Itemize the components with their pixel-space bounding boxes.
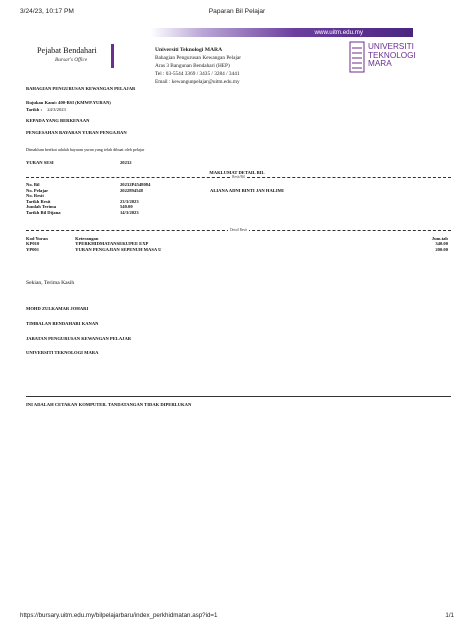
address-block	[155, 46, 241, 86]
uitm-crest-icon	[348, 40, 366, 74]
item-amount: 340.00	[435, 241, 448, 246]
address-line-3: Aras 3 Bangunan Bendahari (HEP)	[155, 63, 230, 69]
bursar-logo	[27, 44, 114, 68]
field-label: No. Pelajar	[26, 187, 49, 193]
bill-fields	[26, 182, 150, 216]
table-row	[26, 241, 148, 246]
reference: Rujukan Kami: 400-BSI (KMWP.YURAN)	[26, 100, 111, 105]
address-line-2: Bahagian Pengurusan Kewangan Pelajar	[155, 55, 242, 61]
field-value: 14/3/2023	[120, 209, 139, 215]
date-label: Tarikh :	[26, 107, 43, 112]
footer-divider	[26, 396, 451, 397]
signer-name: MOHD ZULKAMAR JOHARI	[26, 306, 89, 311]
bursar-logo-title: Pejabat Bendahari	[37, 46, 97, 55]
field-row	[26, 210, 150, 216]
uitm-logo-line-2: TEKNOLOGI	[368, 50, 416, 60]
uitm-logo-text	[368, 43, 416, 69]
signer-title: TIMBALAN BENDAHARI KANAN	[26, 321, 99, 326]
section-title: MAKLUMAT DETAIL BIL	[209, 170, 265, 175]
field-value: 540.00	[120, 204, 133, 210]
detail-label: Detail Resit	[229, 228, 248, 232]
print-url: https://bursary.uitm.edu.my/bilpelajarbaru/index_perkhidmatan.asp?id=1	[20, 612, 218, 619]
field-value: 23/3/2023	[120, 198, 139, 204]
field-label: No. Bil	[26, 182, 40, 187]
address-line-4: Tel : 03-5544 3369 / 3435 / 3284 / 3441	[155, 71, 240, 77]
session-value: 20232	[120, 160, 132, 165]
field-label: No. Resit	[26, 193, 44, 199]
address-line-1: Universiti Teknologi MARA	[155, 47, 223, 53]
print-footer	[0, 612, 474, 624]
student-name: ALIANA ADNI BINTI JAN HALIMI	[210, 188, 284, 193]
field-label: Jumlah Terima	[26, 204, 56, 210]
date-line	[26, 107, 66, 112]
item-code: YP001	[26, 247, 40, 252]
print-title: Paparan Bil Pelajar	[208, 8, 266, 15]
print-datetime: 3/24/23, 10:17 PM	[20, 8, 74, 15]
signer-department: JABATAN PENGURUSAN KEWANGAN PELAJAR	[26, 336, 132, 341]
uitm-logo-line-1: UNIVERSITI	[368, 42, 414, 51]
header-code: Kod Yuran	[26, 236, 48, 241]
header-amount: Jum.tab	[431, 236, 448, 241]
addressee: KEPADA YANG BERKENAAN	[26, 118, 90, 123]
header-desc: Keterangan	[75, 236, 99, 241]
intro-text: Dimaklum berikut adalah bayaran yuran yang telah dibuat oleh pelajar	[26, 147, 145, 152]
address-line-5: Email : kewangunpelajar@uitm.edu.my	[155, 79, 240, 85]
field-label: Tarikh Bil Dijana	[26, 209, 61, 215]
uitm-logo-line-3: MARA	[368, 59, 392, 68]
field-value: 20232P4548084	[120, 182, 151, 187]
item-desc: YPERKHIDMATANSEKUPEE EXP	[75, 241, 149, 246]
field-value: 2022894548	[120, 187, 143, 193]
banner-url: www.uitm.edu.my	[314, 29, 363, 36]
print-header	[0, 8, 474, 20]
bursar-logo-subtitle: Bursar's Office	[55, 57, 88, 63]
item-amount: 200.00	[435, 247, 448, 252]
url-banner	[150, 28, 413, 37]
print-page-number: 1/1	[445, 612, 454, 619]
subject: PENGESAHAN BAYARAN YURAN PENGAJIAN	[26, 130, 127, 135]
item-code: KP010	[26, 241, 40, 246]
date-value: 24/3/2023	[47, 107, 66, 112]
department-heading: BAHAGIAN PENGURUSAN KEWANGAN PELAJAR	[26, 86, 136, 91]
field-label: Tarikh Resit	[26, 198, 51, 204]
table-row	[26, 247, 161, 252]
computer-printout-note: INI ADALAH CETAKAN KOMPUTER. TANDATANGAN TIDAK DIPERLUKAN	[26, 402, 192, 407]
uitm-logo	[348, 40, 418, 78]
signer-organization: UNIVERSITI TEKNOLOGI MARA	[26, 350, 99, 355]
closing-text: Sekian, Terima Kasih	[26, 280, 75, 286]
item-desc: YURAN PENGAJIAN SEPENUH MASA U	[75, 247, 162, 252]
section-subtitle: Resit/Bil	[232, 175, 245, 179]
session-label: YURAN SESI	[26, 160, 54, 165]
